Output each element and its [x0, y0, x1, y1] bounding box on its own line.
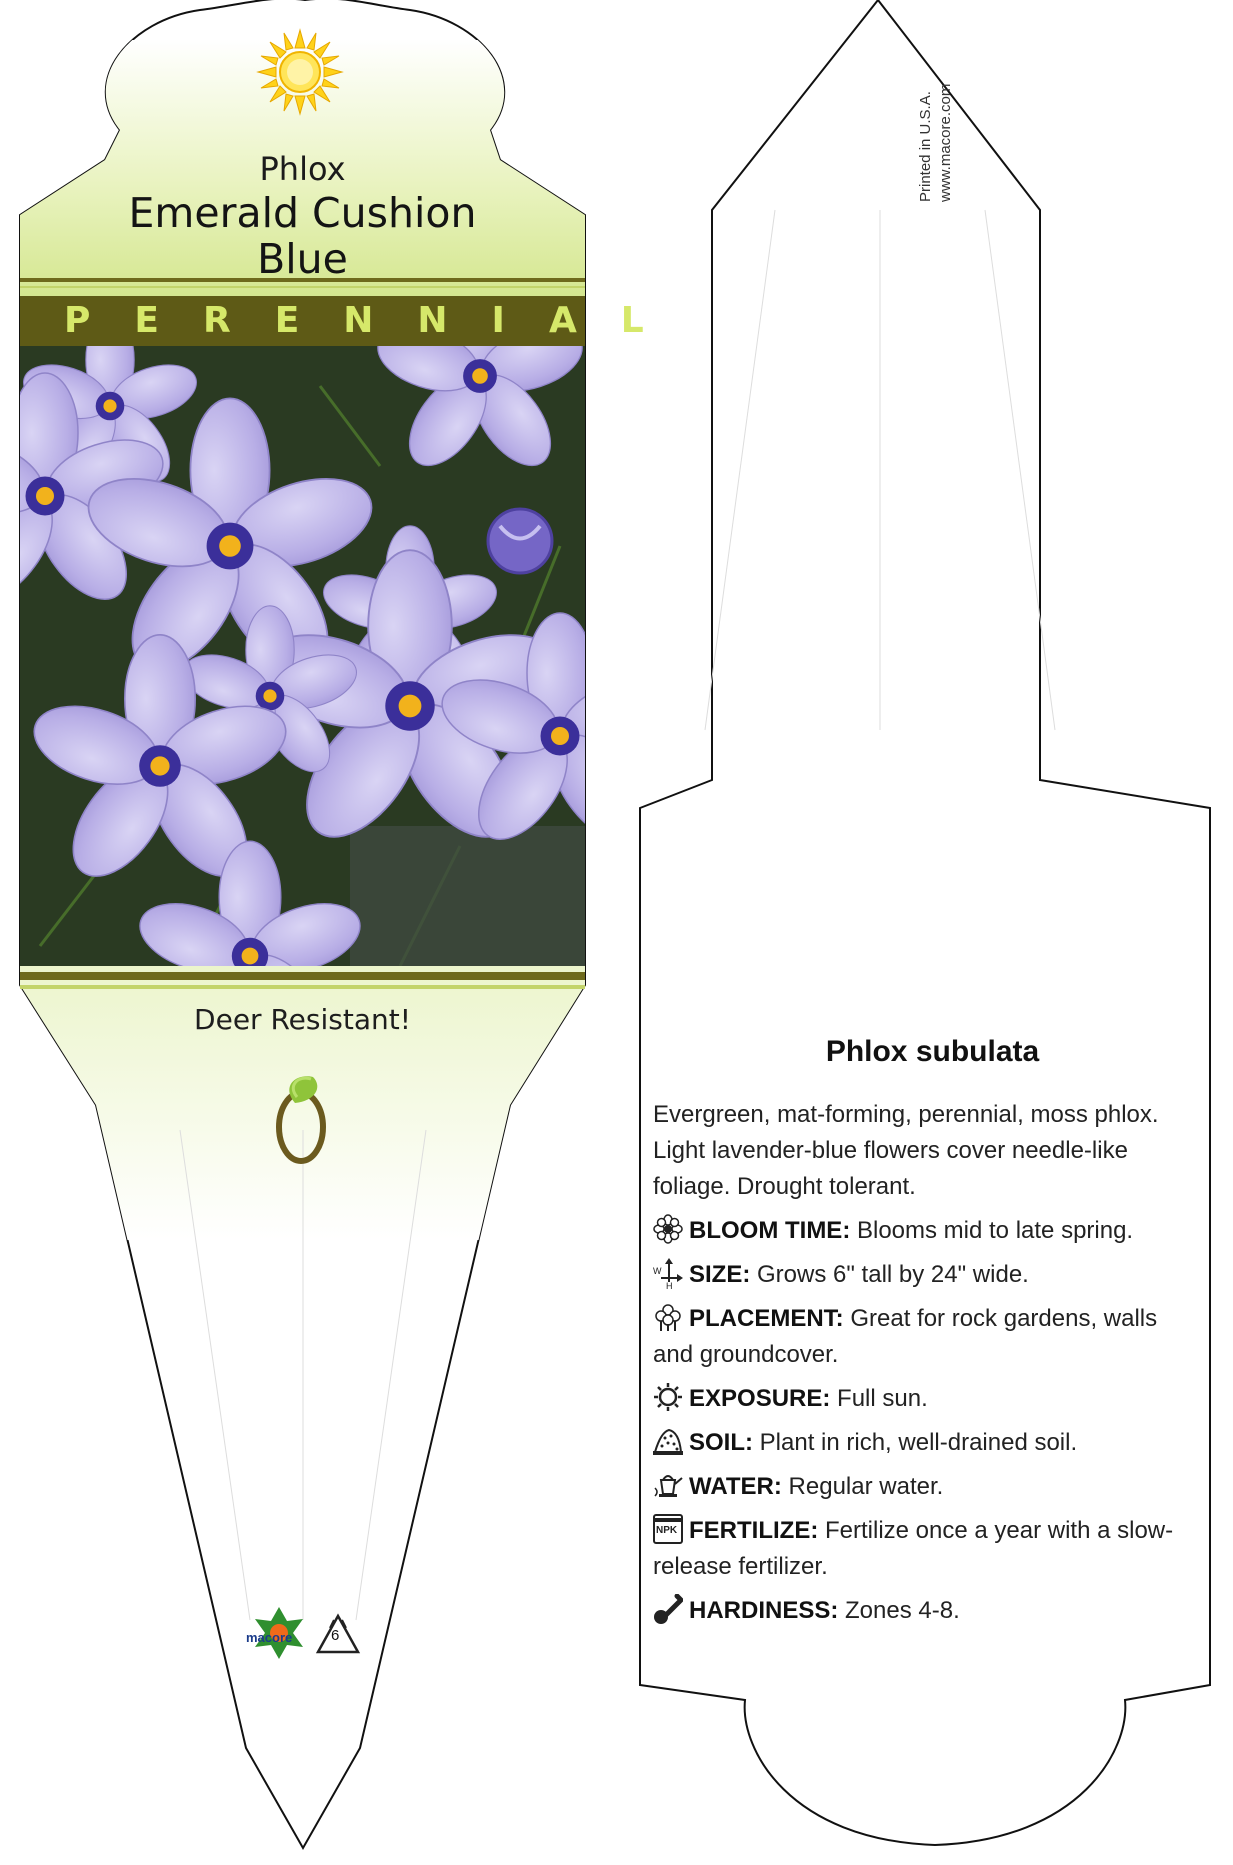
soil-row [653, 1425, 1193, 1461]
plants-icon [653, 1302, 683, 1332]
flower-icon [653, 1214, 683, 1244]
water-value: Regular water. [781, 1473, 944, 1500]
size-h-label: H [666, 1281, 673, 1291]
size-w-label: W [653, 1266, 662, 1276]
plant-photo [20, 346, 585, 966]
fertilize-label: FERTILIZE: [689, 1517, 819, 1544]
plant-description: Evergreen, mat-forming, perennial, moss phlox. Light lavender-blue flowers cover needle-like foliage. Drought tolerant. [653, 1101, 1159, 1200]
recycle-number: 6 [331, 1627, 340, 1644]
npk-icon [653, 1514, 683, 1544]
cultivar-line-1: Emerald Cushion [128, 189, 477, 237]
fertilize-value: Fertilize once a year with a slow-release fertilizer. [653, 1517, 1174, 1580]
cultivar-name [20, 190, 585, 282]
printed-in-text: Printed in U.S.A. [917, 91, 934, 202]
water-row [653, 1469, 1193, 1505]
brand-name: macore [246, 1630, 293, 1645]
placement-row [653, 1301, 1193, 1373]
placement-label: PLACEMENT: [689, 1305, 844, 1332]
fertilize-row [653, 1513, 1193, 1585]
soil-label: SOIL: [689, 1429, 753, 1456]
bloom-time-row [653, 1213, 1193, 1249]
hardiness-label: HARDINESS: [689, 1597, 839, 1624]
size-icon [653, 1258, 683, 1291]
plant-info [653, 1097, 1193, 1637]
thermometer-icon [653, 1594, 683, 1624]
exposure-row [653, 1381, 1193, 1417]
watering-can-icon [653, 1470, 683, 1500]
water-label: WATER: [689, 1473, 782, 1500]
feature-text: Deer Resistant! [194, 1003, 411, 1036]
size-row [653, 1257, 1193, 1293]
soil-icon [653, 1426, 683, 1456]
size-label: SIZE: [689, 1261, 751, 1288]
sun-icon [258, 30, 342, 114]
npk-text: NPK [656, 1525, 678, 1536]
bloom-time-value: Blooms mid to late spring. [850, 1217, 1134, 1244]
exposure-value: Full sun. [830, 1385, 928, 1412]
category-label: PERENNIAL [64, 300, 688, 341]
botanical-name: Phlox subulata [825, 1035, 1040, 1068]
hardiness-row [653, 1593, 1193, 1629]
exposure-label: EXPOSURE: [689, 1385, 831, 1412]
size-value: Grows 6" tall by 24" wide. [750, 1261, 1029, 1288]
hardiness-value: Zones 4-8. [838, 1597, 960, 1624]
soil-value: Plant in rich, well-drained soil. [753, 1429, 1078, 1456]
cultivar-line-2: Blue [257, 235, 348, 283]
genus-name: Phlox [259, 150, 346, 188]
placement-value: Great for rock gardens, walls and groundcover. [653, 1305, 1158, 1368]
bloom-time-label: BLOOM TIME: [689, 1217, 851, 1244]
website-text: www.macore.com [937, 83, 954, 202]
phlox-flowers-image [20, 346, 585, 966]
sun-icon [653, 1382, 683, 1412]
